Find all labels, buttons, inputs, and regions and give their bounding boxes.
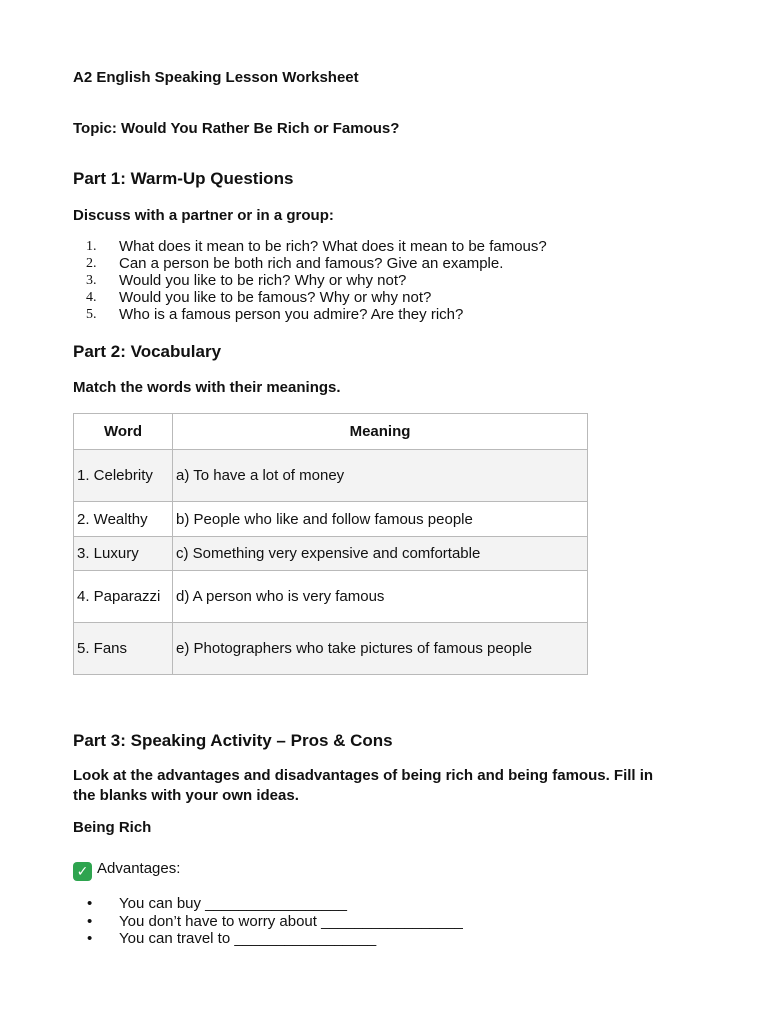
word-cell: 2. Wealthy — [74, 502, 173, 537]
column-header-word: Word — [74, 414, 173, 450]
list-item: 5. Who is a famous person you admire? Are they rich? — [86, 306, 464, 323]
word-cell: 4. Paparazzi — [74, 571, 173, 623]
check-mark-icon: ✓ — [73, 862, 92, 881]
worksheet-title: A2 English Speaking Lesson Worksheet — [73, 69, 359, 86]
meaning-cell: d) A person who is very famous — [173, 571, 588, 623]
list-item: • You can travel to _________________ — [87, 930, 377, 947]
list-item: 1. What does it mean to be rich? What does it mean to be famous? — [86, 238, 547, 255]
table-row — [74, 502, 588, 537]
part3-instruction-line2: the blanks with your own ideas. — [73, 787, 299, 804]
table-row — [74, 571, 588, 623]
list-item: 2. Can a person be both rich and famous? Give an example. — [86, 255, 504, 272]
part2-heading: Part 2: Vocabulary — [73, 342, 222, 361]
table-header-row — [74, 414, 588, 450]
being-rich-heading: Being Rich — [73, 819, 152, 836]
advantages-label-row — [73, 860, 180, 881]
part1-instruction: Discuss with a partner or in a group: — [73, 207, 334, 224]
topic-line: Topic: Would You Rather Be Rich or Famous? — [73, 120, 400, 137]
list-item: 4. Would you like to be famous? Why or why not? — [86, 289, 432, 306]
meaning-cell: a) To have a lot of money — [173, 450, 588, 502]
part2-instruction: Match the words with their meanings. — [73, 379, 341, 396]
part1-heading: Part 1: Warm-Up Questions — [73, 169, 294, 188]
list-item: • You can buy _________________ — [87, 895, 348, 912]
part3-heading: Part 3: Speaking Activity – Pros & Cons — [73, 731, 393, 750]
bullet-icon: • — [87, 912, 93, 930]
column-header-meaning: Meaning — [173, 414, 588, 450]
meaning-cell: b) People who like and follow famous people — [173, 502, 588, 537]
table-row — [74, 623, 588, 675]
meaning-cell: e) Photographers who take pictures of famous people — [173, 623, 588, 675]
table-row — [74, 450, 588, 502]
word-cell: 3. Luxury — [74, 537, 173, 571]
part3-instruction-line1: Look at the advantages and disadvantages of being rich and being famous. Fill in — [73, 767, 654, 784]
table-row — [74, 537, 588, 571]
bullet-icon: • — [87, 895, 93, 912]
meaning-cell: c) Something very expensive and comfortable — [173, 537, 588, 571]
vocabulary-table — [73, 413, 588, 675]
word-cell: 1. Celebrity — [74, 450, 173, 502]
word-cell: 5. Fans — [74, 623, 173, 675]
bullet-icon: • — [87, 930, 93, 947]
advantages-label: Advantages: — [97, 860, 181, 877]
list-item: • You don’t have to worry about _________________ — [87, 912, 463, 930]
advantages-list — [73, 895, 463, 948]
warmup-question-list — [73, 238, 547, 323]
list-item: 3. Would you like to be rich? Why or why not? — [86, 272, 407, 289]
